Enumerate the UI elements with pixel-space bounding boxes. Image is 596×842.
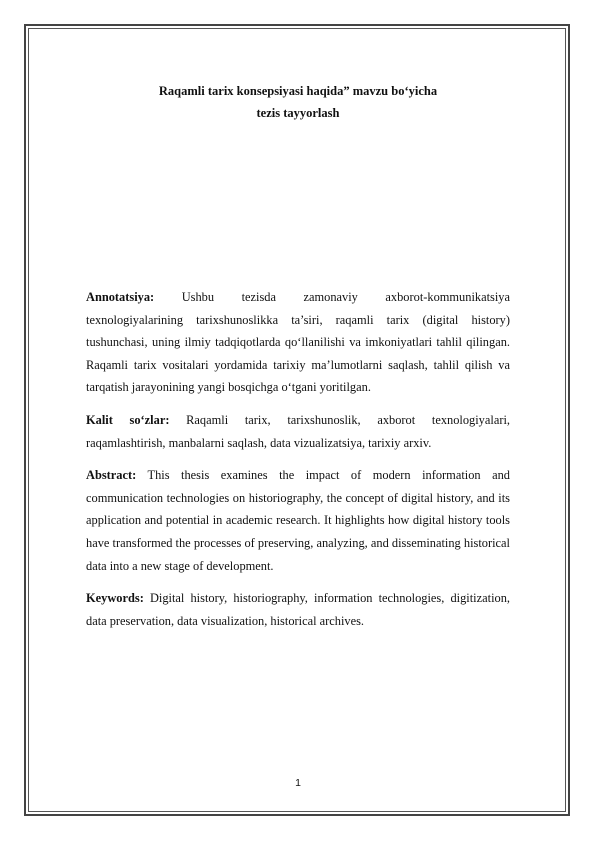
annotation-paragraph — [86, 286, 510, 399]
keywords-uz-label: Kalit so‘zlar: — [86, 412, 170, 427]
keywords-en-text: Digital history, historiography, information technologies, digitization, data preservation, data visualization, historical archives. — [86, 591, 510, 628]
abstract-label: Abstract: — [86, 468, 137, 483]
document-body — [86, 286, 510, 642]
annotation-label: Annotatsiya: — [86, 290, 155, 304]
keywords-uz-paragraph — [86, 409, 510, 454]
annotation-text: Ushbu tezisda zamonaviy axborot-kommunikatsiya texnologiyalarining tarixshunoslikka ta’siri, raqamli tarix (digital history) tushunchasi, uning ilmiy tadqiqotlarda qo‘llanilishi va imkoniyatlari tahlil qilingan. Raqamli tarix vositalari yordamida tarixiy ma’lumotlarni saqlash, tahlil qilish va tarqatish jarayonining yangi bosqichga o‘tgani yoritilgan. — [86, 290, 510, 395]
keywords-en-label: Keywords: — [86, 591, 144, 606]
keywords-en-paragraph — [86, 587, 510, 632]
document-title-line-1: Raqamli tarix konsepsiyasi haqida” mavzu bo‘yicha — [158, 84, 438, 98]
page-number: 1 — [295, 777, 301, 789]
abstract-paragraph — [86, 464, 510, 577]
document-title-line-2: tezis tayyorlash — [256, 106, 340, 120]
abstract-text: This thesis examines the impact of modern information and communication technologies on historiography, the concept of digital history, and its application and potential in academic research. It highlights how digital history tools have transformed the processes of preserving, analyzing, and disseminating historical data into a new stage of development. — [86, 468, 510, 573]
keywords-uz-text: Raqamli tarix, tarixshunoslik, axborot texnologiyalari, raqamlashtirish, manbalarni saqlash, data vizualizatsiya, tarixiy arxiv. — [86, 412, 510, 450]
